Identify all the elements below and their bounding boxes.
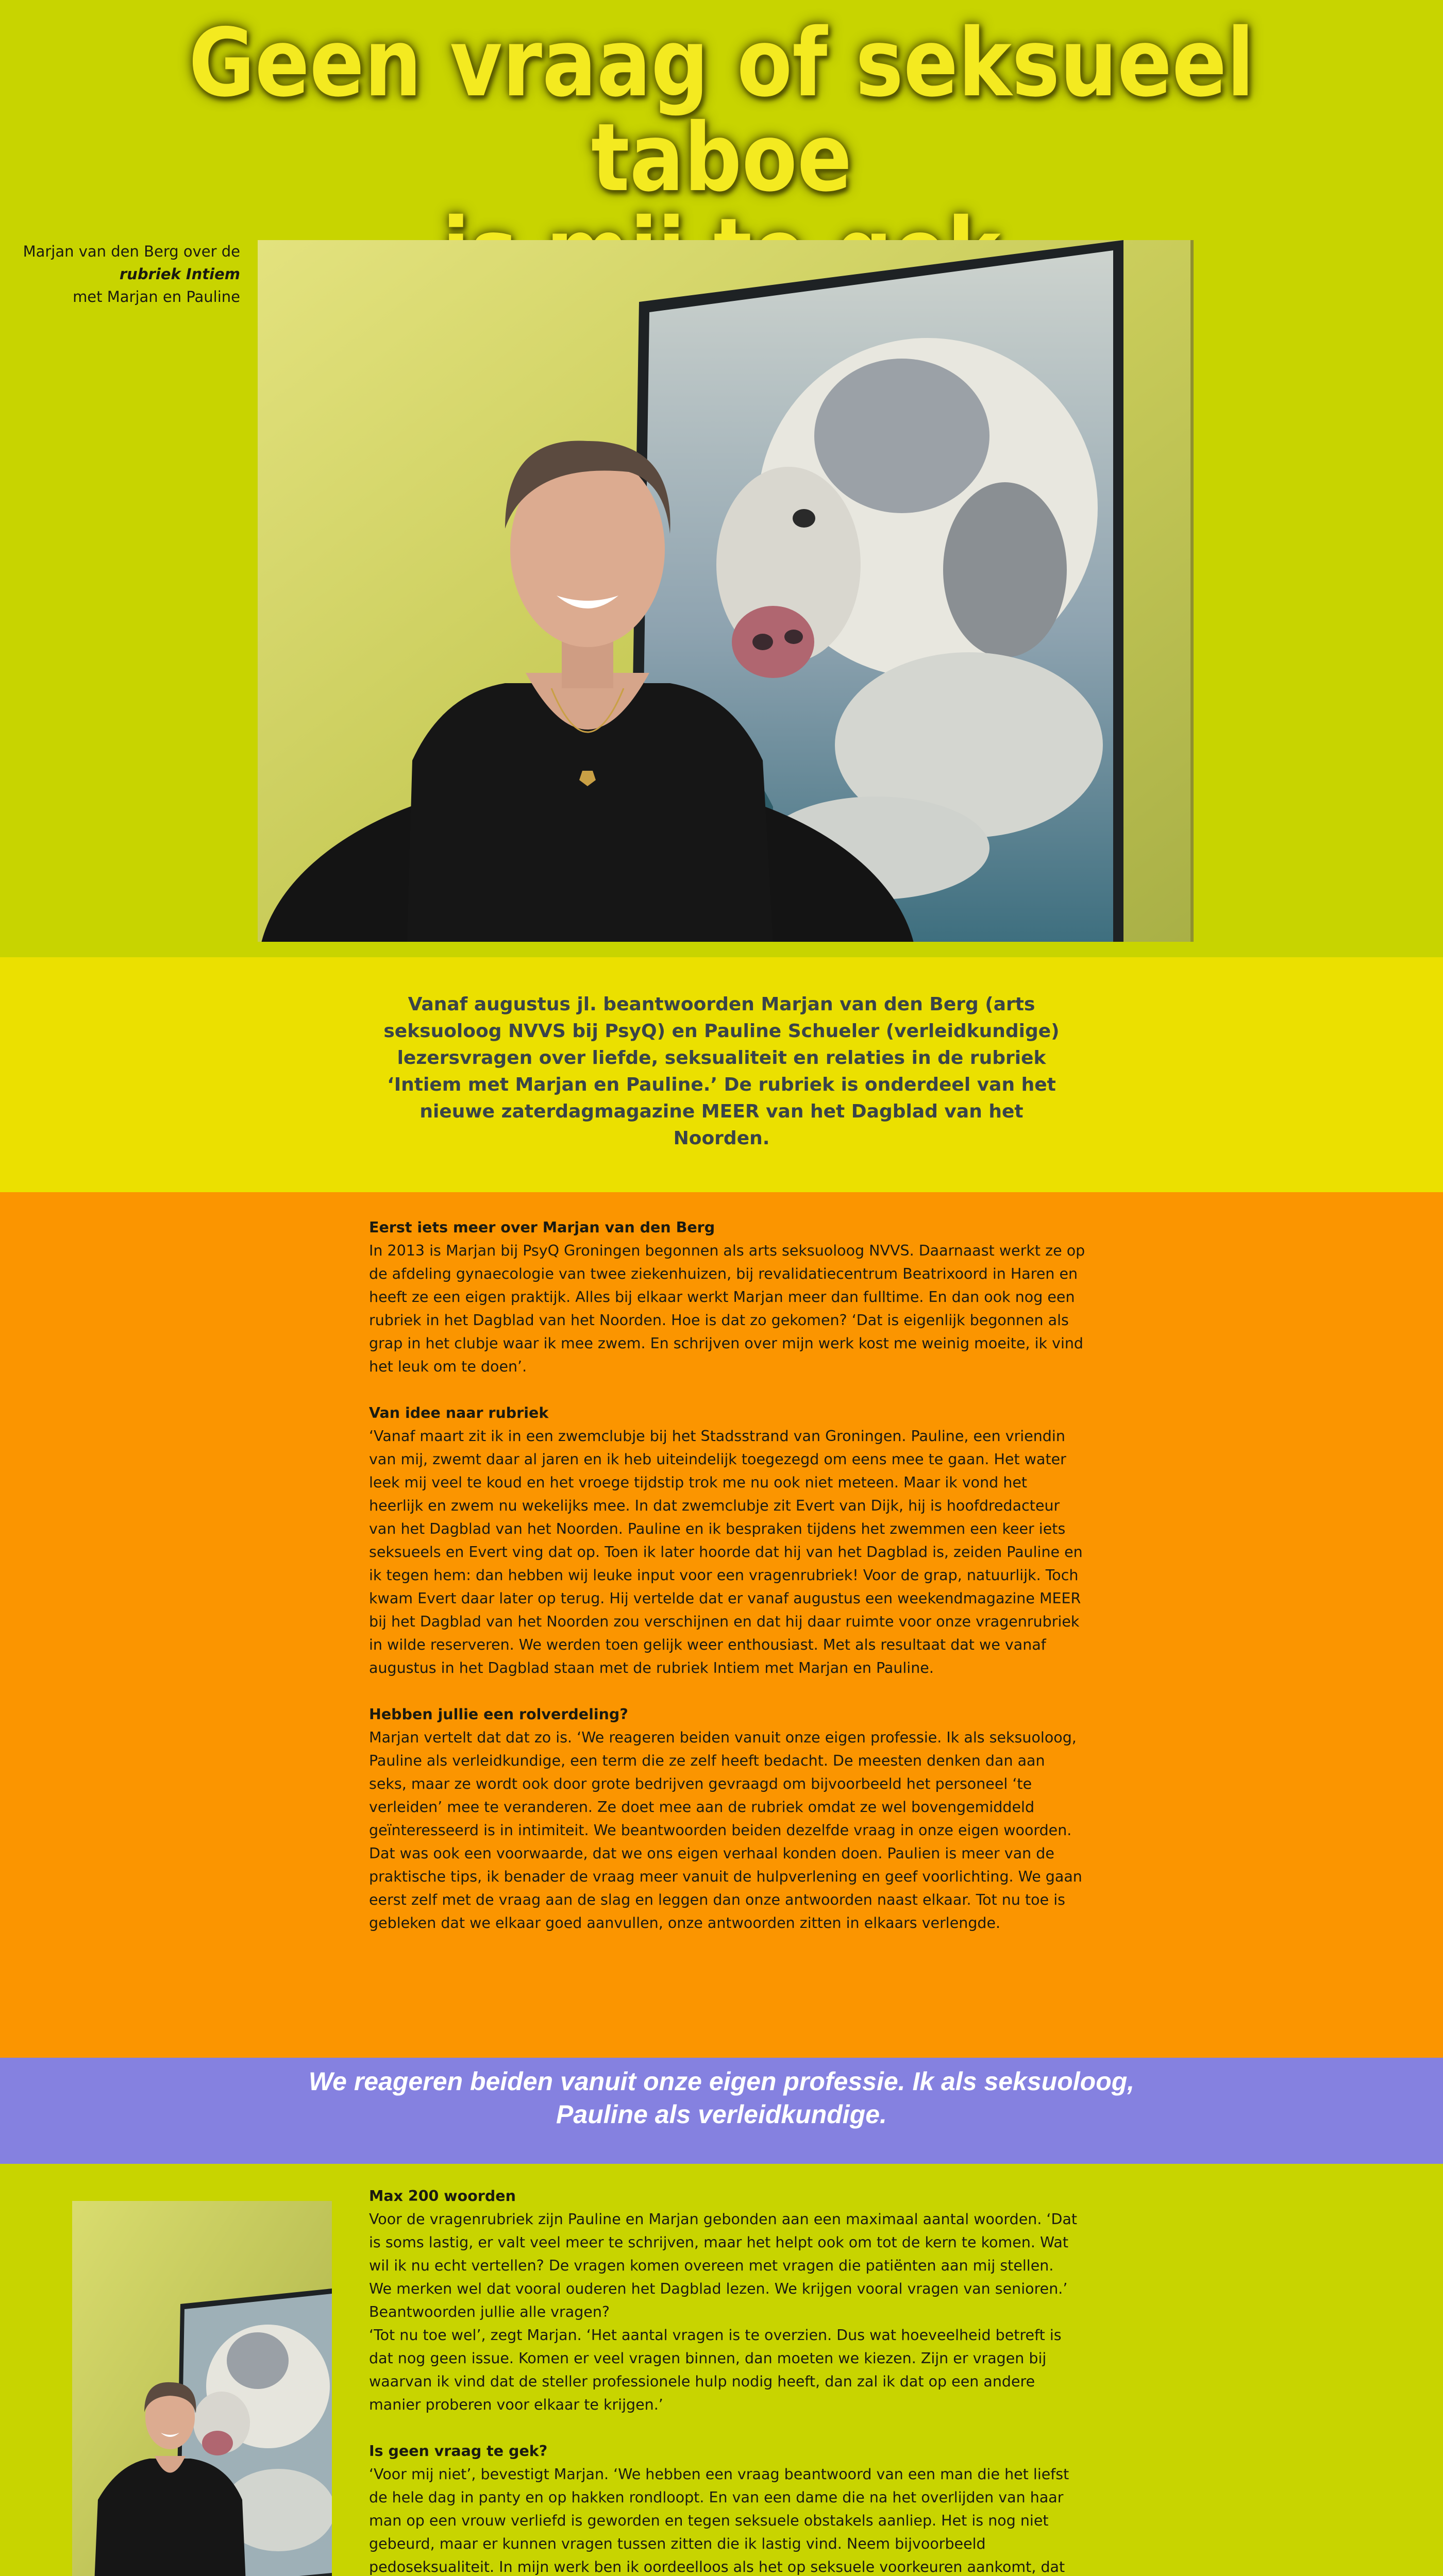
intro-text: Vanaf augustus jl. beantwoorden Marjan van den Berg (arts seksuoloog NVVS bij PsyQ) en Pauline Schueler (verleidkundige) lezersvragen over liefde, seksualiteit en relaties in de rubriek ‘Intiem met Marjan en Pauline.’ De rubriek is onderdeel van het nieuwe zaterdagmagazine MEER van het Dagblad van het Noorden. [383,994,1060,1149]
paragraph-max-words: Voor de vragenrubriek zijn Pauline en Marjan gebonden aan een maximaal aantal woorden. ‘Dat is soms lastig, er valt veel meer te schrijven, maar het helpt ook om tot de kern te komen. Wat wil ik nu echt vertellen? De vragen komen overeen met vragen die patiënten aan mij stellen. We merken wel dat vooral ouderen het Dagblad lezen. We krijgen vooral vragen van senioren.’ [369,2211,1078,2297]
question-all-answered: Beantwoorden jullie alle vragen? [369,2303,610,2320]
caption-line-3: met Marjan en Pauline [73,288,240,306]
hero-section [0,0,1443,957]
paragraph-idea-to-column: ‘Vanaf maart zit ik in een zwemclubje bij het Stadsstrand van Groningen. Pauline, een vriendin van mij, zwemt daar al jaren en ik heb uiteindelijk toegezegd om eens mee te gaan. Het water leek mij veel te koud en het vroege tijdstip trok me nu ook niet meteen. Maar ik vond het heerlijk en zwem nu wekelijks mee. In dat zwemclubje zit Evert van Dijk, hij is hoofdredacteur van het Dagblad van het Noorden. Pauline en ik bespraken tijdens het zwemmen een keer iets seksueels en Evert ving dat op. Toen ik later hoorde dat hij van het Dagblad is, zeiden Pauline en ik tegen hem: dan hebben wij leuke input voor een vragenrubriek! Voor de grap, natuurlijk. Toch kwam Evert daar later op terug. Hij vertelde dat er vanaf augustus een weekendmagazine MEER bij het Dagblad van het Noorden zou verschijnen en dat hij daar ruimte voor onze vragenrubriek in wilde reserveren. We werden toen gelijk weer enthousiast. Met als resultaat dat we vanaf augustus in het Dagblad staan met de rubriek Intiem met Marjan en Pauline. [369,1428,1083,1676]
heading-about-marjan: Eerst iets meer over Marjan van den Berg [369,1219,715,1236]
portrait-photo-small [72,2201,332,2576]
caption-line-1: Marjan van den Berg over de [23,243,240,260]
paragraph-no-question-too-crazy: ‘Voor mij niet’, bevestigt Marjan. ‘We hebben een vraag beantwoord van een man die het liefst de hele dag in panty en op hakken rondloopt. En van een dame die na het overlijden van haar man op een vrouw verliefd is geworden en tegen seksuele obstakels aanliep. Het is nog niet gebeurd, maar er kunnen vragen tussen zitten die ik lastig vind. Neem bijvoorbeeld pedoseksualiteit. In mijn werk ben ik oordeelloos als het op seksuele voorkeuren aankomt, dat [369,2466,1069,2575]
heading-no-question-too-crazy: Is geen vraag te gek? [369,2443,548,2460]
caption-line-2: rubriek Intiem [119,265,240,283]
paragraph-about-marjan: In 2013 is Marjan bij PsyQ Groningen begonnen als arts seksuoloog NVVS. Daarnaast werkt ze op de afdeling gynaecologie van twee ziekenhuizen, bij revalidatiecentrum Beatrixoord in Haren en heeft ze een eigen praktijk. Alles bij elkaar werkt Marjan meer dan fulltime. En dan ook nog een rubriek in het Dagblad van het Noorden. Hoe is dat zo gekomen? ‘Dat is eigenlijk begonnen als grap in het clubje waar ik mee zwem. En schrijven over mijn werk kost me weinig moeite, ik vind het leuk om te doen’. [369,1242,1085,1375]
article-section-2 [0,2164,1443,2576]
pull-quote-section [0,2058,1443,2164]
heading-idea-to-column: Van idee naar rubriek [369,1404,549,1421]
article-section [0,1192,1443,2058]
heading-max-words: Max 200 woorden [369,2188,516,2205]
intro-section [0,957,1443,1192]
article-column [369,1216,1085,1935]
pull-quote: We reageren beiden vanuit onze eigen professie. Ik als seksuoloog, Pauline als verleidkundige. [308,2067,1135,2129]
article-column-2 [369,2184,1080,2576]
heading-role-division: Hebben jullie een rolverdeling? [369,1706,628,1723]
paragraph-all-answered: ‘Tot nu toe wel’, zegt Marjan. ‘Het aantal vragen is te overzien. Dus wat hoeveelheid betreft is dat nog geen issue. Komen er veel vragen binnen, dan moeten we kiezen. Zijn er vragen bij waarvan ik vind dat de steller professionele hulp nodig heeft, dan zal ik dat op een andere manier proberen voor elkaar te krijgen.’ [369,2327,1062,2413]
paragraph-role-division: Marjan vertelt dat dat zo is. ‘We reageren beiden vanuit onze eigen professie. Ik als seksuoloog, Pauline als verleidkundige, een term die ze zelf heeft bedacht. De meesten denken dan aan seks, maar ze wordt ook door grote bedrijven gevraagd om bijvoorbeeld het personeel ‘te verleiden’ mee te veranderen. Ze doet mee aan de rubriek omdat ze wel bovengemiddeld geïnteresseerd is in intimiteit. We beantwoorden beiden dezelfde vraag in onze eigen woorden. Dat was ook een voorwaarde, dat we ons eigen verhaal konden doen. Paulien is meer van de praktische tips, ik benader de vraag meer vanuit de hulpverlening en geef voorlichting. We gaan eerst zelf met de vraag aan de slag en leggen dan onze antwoorden naast elkaar. Tot nu toe is gebleken dat we elkaar goed aanvullen, onze antwoorden zitten in elkaars verlengde. [369,1729,1082,1931]
title-line-1: Geen vraag of seksueel taboe [189,8,1254,212]
portrait-photo [258,240,1194,942]
photo-caption [0,240,240,308]
